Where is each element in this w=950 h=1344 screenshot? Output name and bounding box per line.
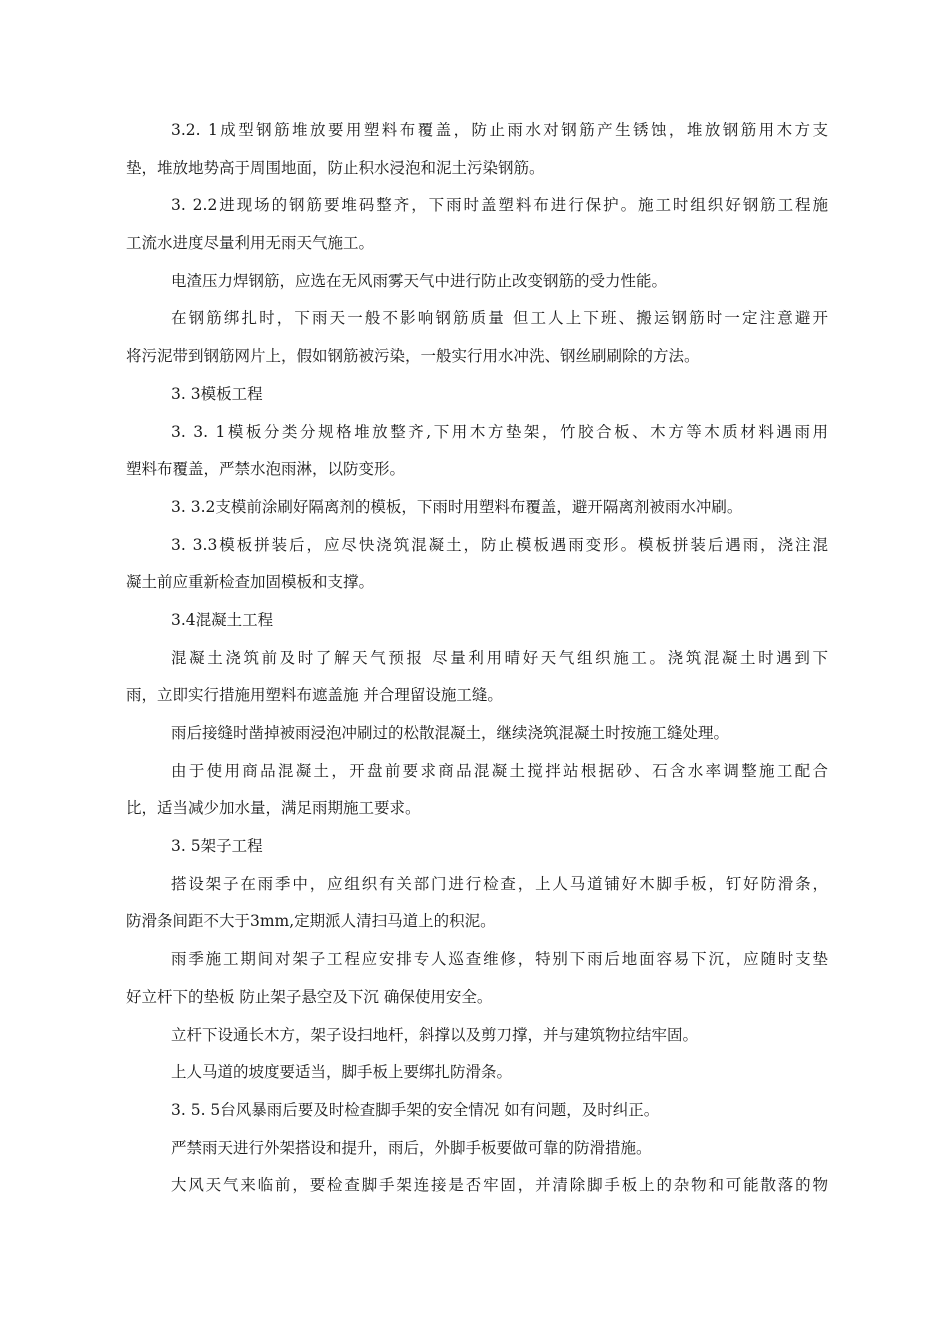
paragraph-line: 比，适当减少加水量，满足雨期施工要求。 [126,799,421,818]
paragraph-line: 3. 5. 5台风暴雨后要及时检查脚手架的安全情况 如有问题，及时纠正。 [171,1100,660,1119]
paragraph-line: 防滑条间距不大于3mm,定期派人清扫马道上的积泥。 [126,912,496,931]
paragraph [126,1054,828,1092]
paragraph-line: 3. 3.3模板拼装后，应尽快浇筑混凝土，防止模板遇雨变形。模板拼装后遇雨，浇注混 [171,535,828,554]
paragraph [126,941,828,1016]
paragraph-line: 垫，堆放地势高于周围地面，防止积水浸泡和泥土污染钢筋。 [126,158,545,177]
paragraph [126,1017,828,1055]
paragraph-line: 上人马道的坡度要适当，脚手板上要绑扎防滑条。 [171,1063,513,1082]
paragraph [126,112,828,187]
paragraph-line: 3.2. 1成型钢筋堆放要用塑料布覆盖，防止雨水对钢筋产生锈蚀，堆放钢筋用木方支 [171,121,828,139]
paragraph [126,527,828,602]
paragraph-line: 3. 3.2支模前涂刷好隔离剂的模板，下雨时用塑料布覆盖，避开隔离剂被雨水冲刷。 [171,497,743,516]
paragraph-line: 电渣压力焊钢筋，应选在无风雨雾天气中进行防止改变钢筋的受力性能。 [171,271,668,290]
paragraph-line: 搭设架子在雨季中，应组织有关部门进行检查，上人马道铺好木脚手板，钉好防滑条， [171,874,828,893]
paragraph-line: 3. 3. 1模板分类分规格堆放整齐,下用木方垫架，竹胶合板、木方等木质材料遇雨用 [171,422,828,441]
section-heading [126,602,828,640]
heading-line: 3.4混凝土工程 [171,610,274,629]
paragraph [126,1092,828,1130]
paragraph [126,866,828,941]
paragraph-line: 好立杆下的垫板 防止架子悬空及下沉 确保使用安全。 [126,987,493,1006]
section-heading [126,828,828,866]
paragraph-line: 将污泥带到钢筋网片上，假如钢筋被污染，一般实行用水冲洗、钢丝刷刷除的方法。 [126,347,700,366]
paragraph [126,300,828,375]
paragraph-line: 雨季施工期间对架子工程应安排专人巡查维修，特别下雨后地面容易下沉，应随时支垫 [171,950,828,969]
paragraph [126,753,828,828]
paragraph [126,1167,828,1205]
paragraph [126,715,828,753]
paragraph-line: 工流水进度尽量利用无雨天气施工。 [126,234,375,253]
paragraph [126,414,828,489]
paragraph [126,640,828,715]
document-body [126,112,828,1205]
paragraph [126,1130,828,1168]
paragraph-line: 混凝土浇筑前及时了解天气预报 尽量利用晴好天气组织施工。浇筑混凝土时遇到下 [171,648,828,667]
paragraph-line: 在钢筋绑扎时，下雨天一般不影响钢筋质量 但工人上下班、搬运钢筋时一定注意避开 [171,309,828,328]
paragraph [126,489,828,527]
paragraph [126,187,828,262]
paragraph-line: 大风天气来临前，要检查脚手架连接是否牢固，并清除脚手板上的杂物和可能散落的物 [171,1176,828,1195]
section-heading [126,376,828,414]
heading-line: 3. 3模板工程 [171,384,263,403]
paragraph-line: 严禁雨天进行外架搭设和提升，雨后，外脚手板要做可靠的防滑措施。 [171,1138,652,1157]
paragraph [126,263,828,301]
paragraph-line: 3. 2.2进现场的钢筋要堆码整齐，下雨时盖塑料布进行保护。施工时组织好钢筋工程施 [171,196,828,215]
paragraph-line: 雨后接缝时凿掉被雨浸泡冲刷过的松散混凝土，继续浇筑混凝土时按施工缝处理。 [171,724,730,742]
heading-line: 3. 5架子工程 [171,837,263,856]
paragraph-line: 塑料布覆盖，严禁水泡雨淋，以防变形。 [126,460,406,479]
paragraph-line: 凝土前应重新检查加固模板和支撑。 [126,573,375,592]
paragraph-line: 由于使用商品混凝土，开盘前要求商品混凝土搅拌站根据砂、石含水率调整施工配合 [171,761,828,780]
paragraph-line: 立杆下设通长木方，架子设扫地杆，斜撑以及剪刀撑，并与建筑物拉结牢固。 [171,1025,699,1044]
paragraph-line: 雨，立即实行措施用塑料布遮盖施 并合理留设施工缝。 [126,686,503,705]
